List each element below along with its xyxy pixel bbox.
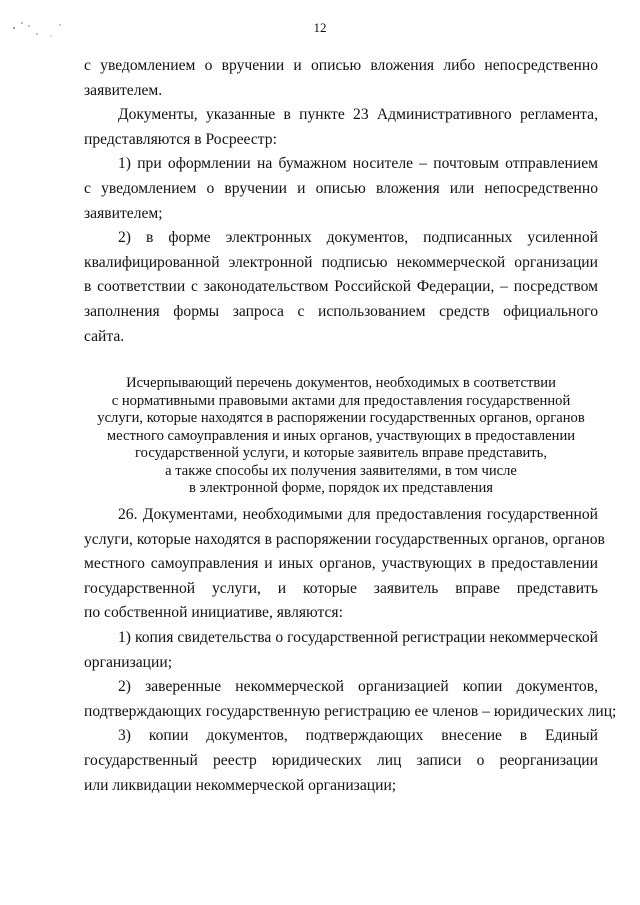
text-line: услуги, которые находятся в распоряжении государственных органов, органов: [84, 530, 605, 548]
text-line: 1) копия свидетельства о государственной регистрации некоммерческой: [118, 629, 598, 646]
heading-line: а также способы их получения заявителями, в том числе: [165, 462, 517, 479]
text-line: местного самоуправления и иных органов, участвующих в предоставлении: [84, 555, 598, 573]
text-line: квалифицированной электронной подписью некоммерческой организации: [84, 253, 598, 271]
text-line: сайта.: [84, 327, 125, 345]
text-line: подтверждающих государственную регистрацию ее членов – юридических лиц;: [84, 702, 617, 720]
text-line: заявителем.: [84, 81, 163, 99]
heading-line: услуги, которые находятся в распоряжении государственных органов, органов: [97, 410, 585, 426]
text-line: в соответствии с законодательством Российской Федерации, – посредством: [84, 278, 598, 296]
text-line: по собственной инициативе, являются:: [84, 604, 343, 622]
text-line: заполнения формы запроса с использованием средств официального: [84, 303, 598, 320]
text-line: заявителем;: [84, 204, 163, 222]
text-line: государственный реестр юридических лиц записи о реорганизации: [84, 752, 598, 769]
heading-line: в электронной форме, порядок их представления: [188, 480, 493, 496]
text-line: 2) заверенные некоммерческой организацией копии документов,: [118, 678, 598, 696]
heading-line: с нормативными правовыми актами для предоставления государственной: [111, 392, 571, 409]
heading-line: государственной услуги, и которые заявитель вправе представить,: [135, 445, 547, 461]
text-line: государственной услуги, и которые заявитель вправе представить: [84, 579, 598, 597]
text-line: 3) копии документов, подтверждающих внесение в Единый: [118, 727, 598, 745]
text-line: с уведомлением о вручении и описью вложения либо непосредственно: [84, 57, 598, 74]
text-line: или ликвидации некоммерческой организации;: [84, 776, 397, 794]
text-line: организации;: [84, 653, 173, 671]
text-line: представляются в Росреестр:: [84, 130, 277, 148]
text-line: с уведомлением о вручении и описью вложения или непосредственно: [84, 180, 598, 197]
text-line: Документы, указанные в пункте 23 Административного регламента,: [118, 106, 598, 124]
page-number: 12: [313, 20, 327, 35]
text-line: 1) при оформлении на бумажном носителе – почтовым отправлением: [118, 155, 598, 173]
text-line: 2) в форме электронных документов, подписанных усиленной: [118, 229, 598, 247]
heading-line: местного самоуправления и иных органов, участвующих в предоставлении: [106, 427, 576, 444]
text-line: 26. Документами, необходимыми для предоставления государственной: [118, 506, 598, 523]
heading-line: Исчерпывающий перечень документов, необходимых в соответствии: [126, 375, 556, 391]
